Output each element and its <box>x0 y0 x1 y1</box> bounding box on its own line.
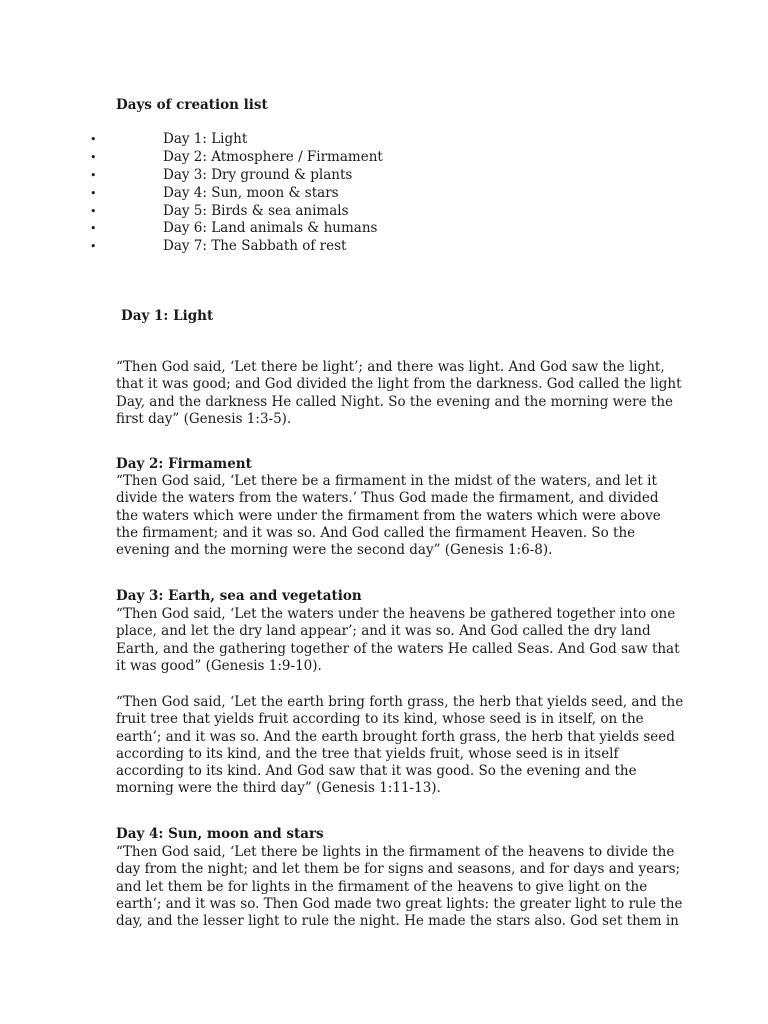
list-item-text: Day 6: Land animals & humans <box>163 220 378 237</box>
paragraph-line: “Then God said, ‘Let the waters under the heavens be gathered together into one <box>116 606 676 622</box>
paragraph-line: earth’; and it was so. Then God made two great lights: the greater light to rule the <box>116 895 683 912</box>
bullet-icon: • <box>90 168 97 182</box>
paragraph-line: day, and the lesser light to rule the night. He made the stars also. God set them in <box>116 913 679 930</box>
bullet-icon: • <box>90 150 97 164</box>
section-heading-day2: Day 2: Firmament <box>116 456 252 472</box>
list-item-text: Day 1: Light <box>163 131 248 147</box>
day3-paragraph-2 <box>116 694 684 798</box>
day1-paragraph <box>116 359 682 428</box>
day4-paragraph <box>116 844 683 930</box>
paragraph-line: divide the waters from the waters.’ Thus God made the firmament, and divided <box>116 490 659 507</box>
paragraph-line: “Then God said, ‘Let there be a firmament in the midst of the waters, and let it <box>116 473 657 489</box>
section-heading-day4: Day 4: Sun, moon and stars <box>116 826 324 842</box>
list-item-text: Day 4: Sun, moon & stars <box>163 184 339 201</box>
paragraph-line: Day, and the darkness He called Night. So the evening and the morning were the <box>116 393 674 410</box>
paragraph-line: fruit tree that yields fruit according to its kind, whose seed is in itself, on the <box>116 711 644 728</box>
paragraph-line: morning were the third day” (Genesis 1:11-13). <box>116 780 441 797</box>
bullet-icon: • <box>90 186 97 200</box>
section-heading-day3: Day 3: Earth, sea and vegetation <box>116 588 362 604</box>
day3-paragraph-1 <box>116 606 680 675</box>
list-item-text: Day 5: Birds & sea animals <box>163 202 349 219</box>
paragraph-line: that it was good; and God divided the light from the darkness. God called the light <box>116 376 682 393</box>
list-item-text: Day 7: The Sabbath of rest <box>163 238 347 255</box>
paragraph-line: place, and let the dry land appear’; and it was so. And God called the dry land <box>116 623 651 640</box>
paragraph-line: earth’; and it was so. And the earth brought forth grass, the herb that yields seed <box>116 728 675 745</box>
bullet-icon: • <box>90 240 97 254</box>
paragraph-line: evening and the morning were the second day” (Genesis 1:6-8). <box>116 542 553 559</box>
paragraph-line: and let them be for lights in the firmament of the heavens to give light on the <box>116 878 648 895</box>
paragraph-line: according to its kind. And God saw that it was good. So the evening and the <box>116 763 637 780</box>
paragraph-line: “Then God said, ‘Let the earth bring forth grass, the herb that yields seed, and the <box>116 694 684 710</box>
paragraph-line: the waters which were under the firmament from the waters which were above <box>116 507 661 524</box>
list-item-text: Day 3: Dry ground & plants <box>163 166 353 183</box>
paragraph-line: day from the night; and let them be for signs and seasons, and for days and years; <box>116 861 681 878</box>
document-title: Days of creation list <box>116 97 268 113</box>
bullet-icon: • <box>90 133 97 146</box>
paragraph-line: according to its kind, and the tree that yields fruit, whose seed is in itself <box>116 745 619 762</box>
paragraph-line: the firmament; and it was so. And God called the firmament Heaven. So the <box>116 524 636 541</box>
paragraph-line: “Then God said, ‘Let there be light’; and there was light. And God saw the light, <box>116 359 665 375</box>
paragraph-line: it was good” (Genesis 1:9-10). <box>116 657 322 674</box>
bullet-icon: • <box>90 222 97 236</box>
paragraph-line: first day” (Genesis 1:3-5). <box>116 410 292 427</box>
list-item-text: Day 2: Atmosphere / Firmament <box>163 148 383 165</box>
bullet-icon: • <box>90 204 97 218</box>
paragraph-line: “Then God said, ‘Let there be lights in the firmament of the heavens to divide the <box>116 844 675 860</box>
day2-paragraph <box>116 473 661 559</box>
section-heading-day1: Day 1: Light <box>121 308 214 324</box>
paragraph-line: Earth, and the gathering together of the waters He called Seas. And God saw that <box>116 640 680 657</box>
